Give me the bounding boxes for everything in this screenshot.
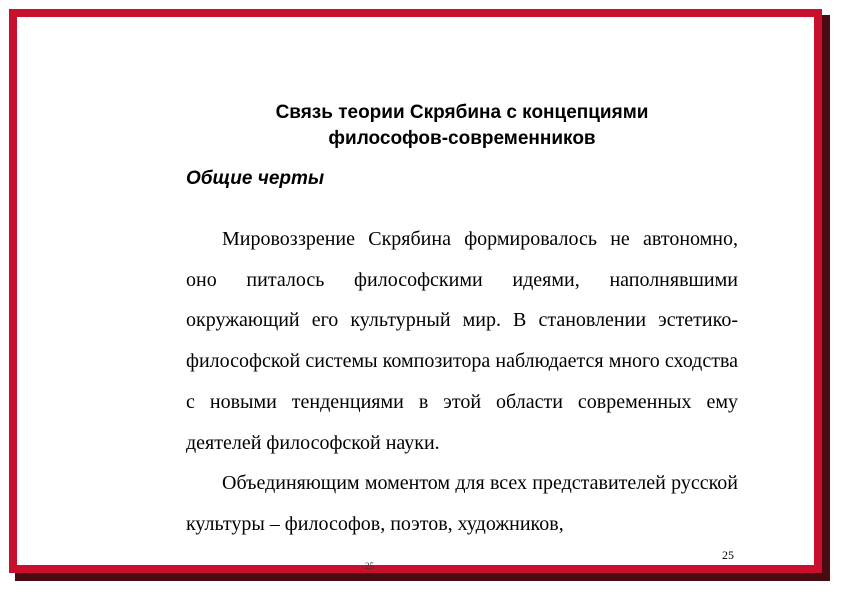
paragraph-2: Объединяющим моментом для всех представителей русской культуры – философов, поэтов, художников, <box>186 472 738 535</box>
frame-shadow-right <box>822 15 830 581</box>
page-number: 25 <box>722 548 734 562</box>
section-subtitle: Общие черты <box>186 168 325 189</box>
body-text <box>186 219 738 545</box>
page-title <box>186 100 738 152</box>
title-line-1: Связь теории Скрябина с концепциями <box>275 102 649 123</box>
paragraph-1: Мировоззрение Скрябина формировалось не автономно, оно питалось философскими идеями, наполнявшими окружающий его культурный мир. В становлении эстетико-философской системы композитора наблюдается много сходства с новыми тенденциями в этой области современных ему деятелей философской науки. <box>186 228 738 454</box>
page-number-small: 25 <box>365 561 374 571</box>
title-line-2: философов-современников <box>328 128 596 149</box>
frame-shadow-bottom <box>15 573 830 581</box>
